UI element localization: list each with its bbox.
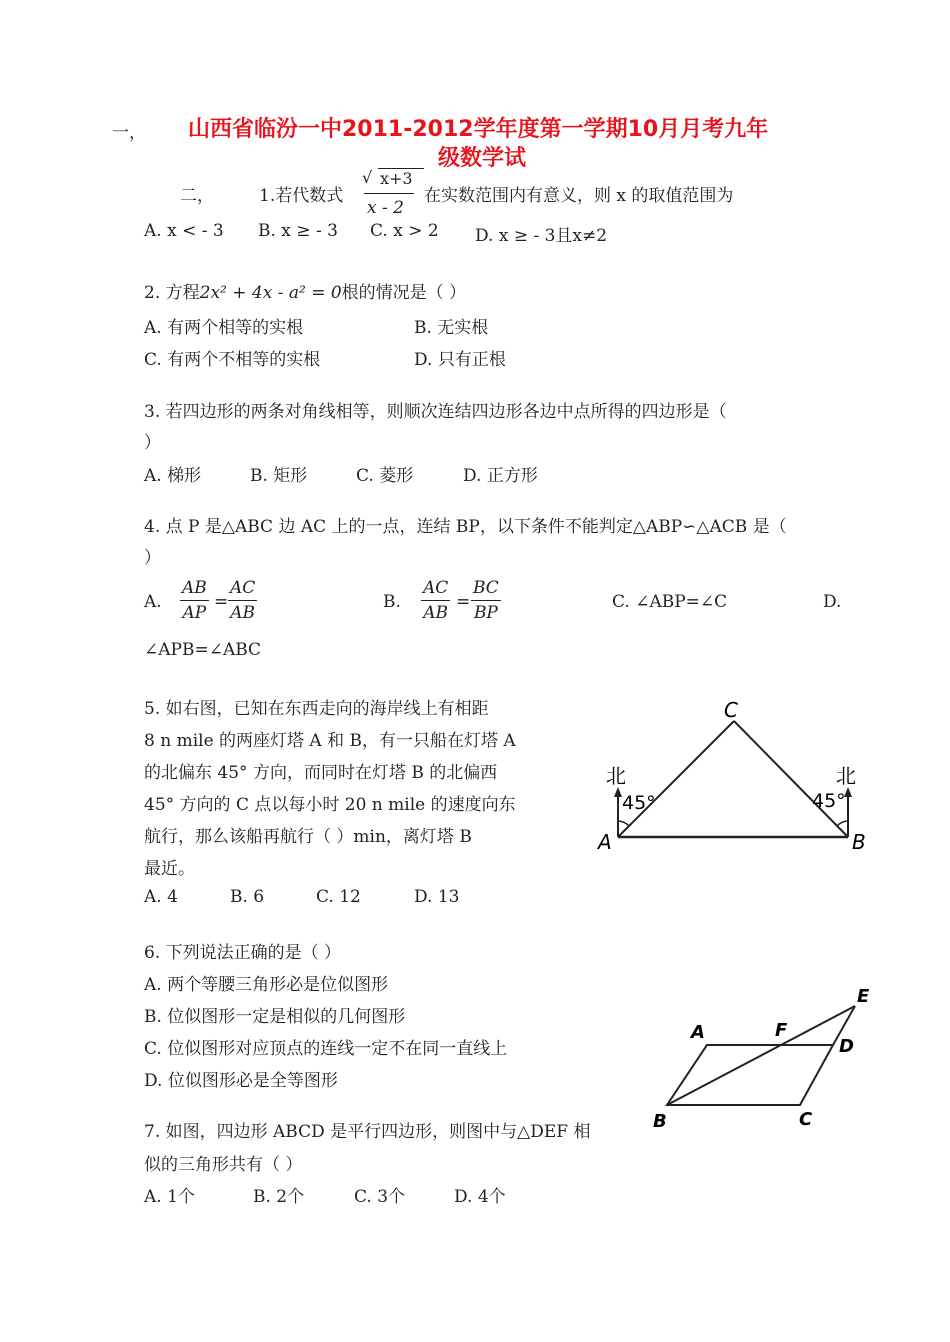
label-c: C xyxy=(799,1109,813,1130)
label-angle-right: 45° xyxy=(812,790,846,812)
lighthouse-figure xyxy=(590,695,880,860)
q7-stem-line1: 7. 如图，四边形 ABCD 是平行四边形，则图中与△DEF 相 xyxy=(144,1122,591,1142)
label-b: B xyxy=(852,830,866,854)
q6-option-b: B. 位似图形一定是相似的几何图形 xyxy=(144,1007,406,1027)
q5-line-1: 5. 如右图，已知在东西走向的海岸线上有相距 xyxy=(144,699,489,719)
q4-option-c: C. ∠ABP=∠C xyxy=(612,592,728,612)
arrowhead-icon xyxy=(614,787,622,797)
q1-stem-tail: 在实数范围内有意义，则 x 的取值范围为 xyxy=(424,186,734,206)
fraction-numerator: AC xyxy=(228,578,257,601)
q3-stem-line1: 3. 若四边形的两条对角线相等，则顺次连结四边形各边中点所得的四边形是（ xyxy=(144,402,727,422)
q4-b-fraction-2 xyxy=(471,578,501,623)
q4-a-fraction-1 xyxy=(180,578,209,623)
q2-option-a: A. 有两个相等的实根 xyxy=(144,318,304,338)
angle-arc-b xyxy=(837,821,848,826)
q3-option-c: C. 菱形 xyxy=(356,466,414,486)
parallelogram-figure xyxy=(645,980,885,1135)
section-number-1: 一， xyxy=(112,123,146,143)
line-bc xyxy=(734,721,848,837)
q2-stem xyxy=(144,278,466,303)
angle-arc-a xyxy=(618,821,629,826)
parallelogram-abcd xyxy=(667,1045,833,1105)
q7-option-a: A. 1个 xyxy=(144,1187,195,1207)
q3-option-b: B. 矩形 xyxy=(250,466,308,486)
q5-line-5: 航行，那么该船再航行（ ）min，离灯塔 B xyxy=(144,827,472,847)
fraction-denominator: AB xyxy=(423,603,449,623)
q7-stem-line2: 似的三角形共有（ ） xyxy=(144,1155,303,1175)
q5-line-6: 最近。 xyxy=(144,859,195,879)
q2-option-d: D. 只有正根 xyxy=(414,350,506,370)
q5-option-b: B. 6 xyxy=(230,887,265,907)
q2-option-c: C. 有两个不相等的实根 xyxy=(144,350,321,370)
q6-option-c: C. 位似图形对应顶点的连线一定不在同一直线上 xyxy=(144,1039,508,1059)
q1-option-b: B. x ≥ - 3 xyxy=(258,221,338,241)
q2-option-b: B. 无实根 xyxy=(414,318,489,338)
radicand: x+3 xyxy=(380,169,413,188)
q5-line-3: 的北偏东 45° 方向，而同时在灯塔 B 的北偏西 xyxy=(144,763,498,783)
q5-option-a: A. 4 xyxy=(144,887,178,907)
q5-line-4: 45° 方向的 C 点以每小时 20 n mile 的速度向东 xyxy=(144,795,516,815)
q6-stem: 6. 下列说法正确的是（ ） xyxy=(144,943,342,963)
exam-title-line2: 级数学试 xyxy=(438,146,527,171)
fraction-denominator: BP xyxy=(473,603,498,623)
q2-stem-post: 根的情况是（ ） xyxy=(341,283,467,303)
q1-option-a: A. x < - 3 xyxy=(144,221,224,241)
q1-option-d: D. x ≥ - 3且x≠2 xyxy=(475,226,608,246)
radical-sign: √ xyxy=(362,168,373,187)
q4-option-b-label: B. xyxy=(383,592,401,612)
q1-radical xyxy=(362,168,426,190)
label-d: D xyxy=(839,1036,854,1057)
label-e: E xyxy=(857,986,870,1007)
equals-sign: = xyxy=(456,592,471,612)
q4-a-fraction-2 xyxy=(228,578,257,623)
q4-option-d-label: D. xyxy=(823,592,842,612)
q1-option-c: C. x > 2 xyxy=(370,221,439,241)
q3-stem-line2: ） xyxy=(144,433,161,453)
q4-stem-line2: ） xyxy=(144,548,161,568)
q5-line-2: 8 n mile 的两座灯塔 A 和 B，有一只船在灯塔 A xyxy=(144,731,516,751)
q4-b-fraction-1 xyxy=(421,578,450,623)
label-a: A xyxy=(691,1022,705,1043)
label-angle-left: 45° xyxy=(622,792,656,814)
q2-equation: 2x² + 4x - a² = 0 xyxy=(199,283,342,303)
q6-option-a: A. 两个等腰三角形必是位似图形 xyxy=(144,975,389,995)
q1-denominator: x - 2 xyxy=(367,198,404,218)
fraction-numerator: BC xyxy=(471,578,501,601)
q7-option-d: D. 4个 xyxy=(454,1187,506,1207)
q3-option-d: D. 正方形 xyxy=(463,466,538,486)
fraction-denominator: AP xyxy=(182,603,207,623)
label-a: A xyxy=(598,830,612,854)
q4-option-d-text: ∠APB=∠ABC xyxy=(144,640,262,660)
q5-option-c: C. 12 xyxy=(316,887,361,907)
q1-fraction-bar xyxy=(364,193,414,194)
q4-stem-line1: 4. 点 P 是△ABC 边 AC 上的一点，连结 BP，以下条件不能判定△ABP∽△ACB 是（ xyxy=(144,517,787,537)
label-north-right: 北 xyxy=(836,764,856,788)
fraction-numerator: AB xyxy=(180,578,209,601)
q7-option-b: B. 2个 xyxy=(253,1187,305,1207)
line-ac xyxy=(618,721,734,837)
equals-sign: = xyxy=(214,592,229,612)
q5-option-d: D. 13 xyxy=(414,887,460,907)
q4-option-a-label: A. xyxy=(144,592,162,612)
label-north-left: 北 xyxy=(606,764,626,788)
exam-title-line1: 山西省临汾一中2011-2012学年度第一学期10月月考九年 xyxy=(188,117,769,142)
q6-option-d: D. 位似图形必是全等图形 xyxy=(144,1071,338,1091)
fraction-numerator: AC xyxy=(421,578,450,601)
q2-stem-pre: 2. 方程 xyxy=(144,283,200,303)
q7-option-c: C. 3个 xyxy=(354,1187,406,1207)
q3-option-a: A. 梯形 xyxy=(144,466,202,486)
label-b: B xyxy=(653,1111,667,1132)
q1-stem-label: 1.若代数式 xyxy=(259,186,344,206)
fraction-denominator: AB xyxy=(230,603,256,623)
label-f: F xyxy=(775,1020,788,1041)
section-number-2: 二， xyxy=(180,186,214,206)
label-c: C xyxy=(724,698,738,722)
